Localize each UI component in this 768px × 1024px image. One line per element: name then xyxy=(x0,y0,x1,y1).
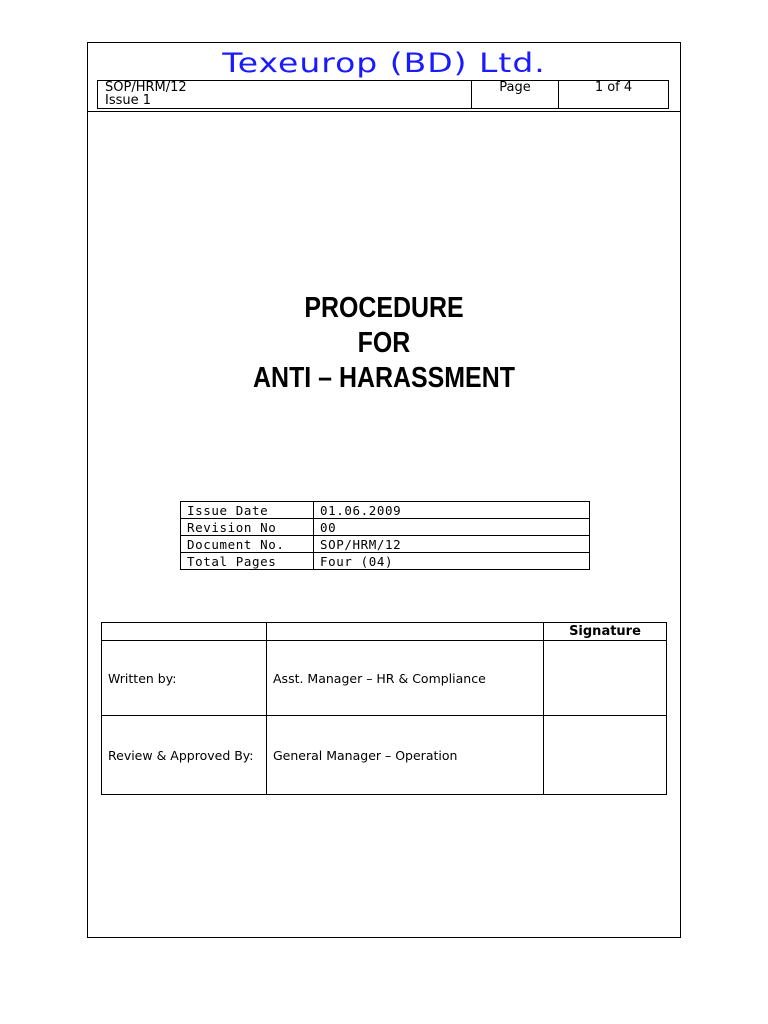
table-header-row xyxy=(102,623,667,641)
title-line-2: FOR xyxy=(357,327,411,359)
document-info-table xyxy=(180,501,590,570)
doc-ref: SOP/HRM/12 xyxy=(105,80,187,95)
role-cell: Review & Approved By: xyxy=(102,716,267,795)
info-label: Document No. xyxy=(181,536,314,553)
table-row xyxy=(181,502,590,519)
info-label: Revision No xyxy=(181,519,314,536)
page-label: Page xyxy=(472,81,559,109)
signature-header: Signature xyxy=(544,623,667,641)
info-label: Issue Date xyxy=(181,502,314,519)
info-value: 00 xyxy=(314,519,590,536)
company-logo: Texeurop (BD) Ltd. xyxy=(222,46,546,79)
person-cell: General Manager – Operation xyxy=(267,716,544,795)
document-header-table xyxy=(97,80,669,109)
signature-cell xyxy=(544,716,667,795)
header-cell xyxy=(267,623,544,641)
table-row xyxy=(181,536,590,553)
document-page xyxy=(87,42,681,938)
header-divider xyxy=(88,111,680,112)
table-row xyxy=(181,519,590,536)
person-cell: Asst. Manager – HR & Compliance xyxy=(267,641,544,716)
signature-table xyxy=(101,622,667,795)
title-line-3: ANTI – HARASSMENT xyxy=(253,362,515,394)
doc-ref-cell xyxy=(98,81,472,109)
page-number: 1 of 4 xyxy=(559,81,669,109)
document-title xyxy=(129,291,638,396)
role-cell: Written by: xyxy=(102,641,267,716)
signature-cell xyxy=(544,641,667,716)
table-row xyxy=(181,553,590,570)
title-line-1: PROCEDURE xyxy=(304,292,464,324)
table-row xyxy=(102,716,667,795)
header-cell xyxy=(102,623,267,641)
table-row xyxy=(102,641,667,716)
issue-number: Issue 1 xyxy=(105,93,152,108)
info-value: Four (04) xyxy=(314,553,590,570)
info-value: SOP/HRM/12 xyxy=(314,536,590,553)
info-value: 01.06.2009 xyxy=(314,502,590,519)
info-label: Total Pages xyxy=(181,553,314,570)
